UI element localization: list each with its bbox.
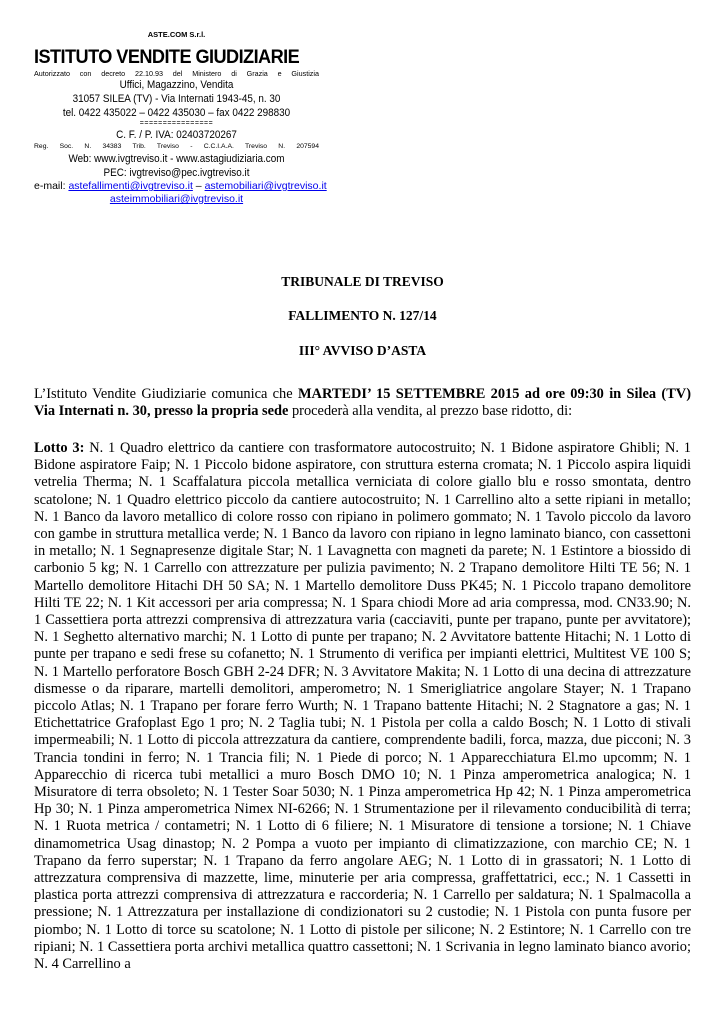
email-label: e-mail: [34, 180, 66, 192]
notice-title: III° AVVISO D’ASTA [298, 343, 427, 358]
lot-paragraph [34, 440, 691, 973]
email-link-mobiliari[interactable]: astemobiliari@ivgtreviso.it [204, 180, 327, 192]
pec-line: PEC: ivgtreviso@pec.ivgtreviso.it [103, 167, 250, 179]
court-title: TRIBUNALE DI TREVISO [281, 274, 444, 289]
company-name: ASTE.COM S.r.l. [147, 30, 206, 39]
intro-text-end: procederà alla vendita, al prezzo base ridotto, di: [288, 403, 573, 420]
email-link-immobiliari[interactable]: asteimmobiliari@ivgtreviso.it [109, 193, 244, 205]
vat-line: C. F. / P. IVA: 02403720267 [116, 129, 237, 141]
auction-date-location: MARTEDI’ 15 SETTEMBRE 2015 ad ore 09:30 in Silea (TV) Via Internati n. 30, presso la propria sede [34, 386, 691, 420]
lot-label: Lotto 3: [34, 440, 85, 456]
bankruptcy-title: FALLIMENTO N. 127/14 [288, 308, 437, 323]
email-block [34, 180, 327, 206]
institute-name: ISTITUTO VENDITE GIUDIZIARIE [34, 46, 300, 68]
intro-text-start: L’Istituto Vendite Giudiziarie comunica che [34, 386, 298, 402]
email-dash: – [192, 180, 205, 192]
separator: ================ [139, 120, 214, 127]
registry-line: Reg. Soc. N. 34383 Trib. Treviso - C.C.I.A.A. Treviso N. 207594 [34, 143, 319, 150]
authorization-line: Autorizzato con decreto 22.10.93 del Ministero di Grazia e Giustizia [34, 69, 319, 78]
web-line: Web: www.ivgtreviso.it - www.astagiudiziaria.com [68, 153, 285, 165]
letterhead [34, 28, 327, 206]
address-line: 31057 SILEA (TV) - Via Internati 1943-45, n. 30 [72, 93, 281, 105]
intro-paragraph [34, 386, 691, 420]
lot-description: N. 1 Quadro elettrico da cantiere con trasformatore autocostruito; N. 1 Bidone aspiratore Ghibli; N. 1 Bidone aspiratore Faip; N. 1 Piccolo bidone aspiratore, con struttura esterna cromata; N. 1 Piccolo aspira liquidi vetrelia Therma; N. 1 Scaffalatura piccola metallica verniciata di colore giallo blu e rosso smontata, dentro scatolone; N. 1 Quadro elettrico piccolo da cantiere autocostruito; N. 1 Carrellino alto a sette ripiani in metallo; N. 1 Banco da lavoro metallico di colore rosso con ripiano in polimero gommato; N. 1 Tavolo piccolo da lavoro con gambe in struttura metallica verde; N. 1 Banco da lavoro con ripiano in legno laminato bianco, con cassettoni in metallo; N. 1 Segnapresenze digitale Star; N. 1 Lavagnetta con magneti da parete; N. 1 Estintore a biossido di carbonio 5 kg; N. 1 Carrello con attrezzature per pulizia pavimento; N. 2 Trapano demolitore Hilti TE 56; N. 1 Martello demolitore Hitachi DH 50 SA; N. 1 Martello demolitore Duss PK45; N. 1 Piccolo trapano demolitore Hilti TE 22; N. 1 Kit accessori per aria compressa; N. 1 Spara chiodi More ad aria compressa, mod. CN33.90; N. 1 Cassettiera porta attrezzi comprensiva di attrezzatura varia (cacciaviti, punte per trapano, punte per avvitatore); N. 1 Seghetto alternativo marchi; N. 1 Lotto di punte per trapano; N. 2 Avvitatore battente Hitachi; N. 1 Lotto di punte per trapano e sedi frese su cofanetto; N. 1 Strumento di verifica per impianti elettrici, Multitest VE 100 S; N. 1 Martello perforatore Bosch GBH 2-24 DFR; N. 3 Avvitatore Makita; N. 1 Lotto di una decina di attrezzature dismesse o da riparare, martelli demolitori, amperometro; N. 1 Smerigliatrice angolare Stayer; N. 1 Trapano piccolo Atlas; N. 1 Trapano per forare ferro Wurth; N. 1 Trapano battente Hitachi; N. 2 Stagnatore a gas; N. 1 Etichettatrice Grafoplast Ego 1 pro; N. 2 Taglia tubi; N. 1 Pistola per colla a caldo Bosch; N. 1 Lotto di stivali impermeabili; N. 1 Lotto di piccola attrezzatura da cantiere, comprendente badili, forca, mazza, due picconi; N. 3 Trancia tondini in ferro; N. 1 Trancia fili; N. 1 Piede di porco; N. 1 Apparecchiatura El.mo upcomm; N. 1 Apparecchio di ricerca tubi metallici a muro Bosch DMO 10; N. 1 Pinza amperometrica analogica; N. 1 Misuratore di terra obsoleto; N. 1 Tester Soar 5030; N. 1 Pinza amperometrica Hp 42; N. 1 Pinza amperometrica Hp 30; N. 1 Pinza amperometrica Nimex NI-6266; N. 1 Strumentazione per il rilevamento conducibilità di terra; N. 1 Ruota metrica / contametri; N. 1 Lotto di 6 filiere; N. 1 Misuratore di tensione a torsione; N. 1 Chiave dinamometrica Usag dinastop; N. 2 Pompa a vuoto per impianto di climatizzazione, con marchio CE; N. 1 Trapano da ferro superstar; N. 1 Trapano da ferro angolare AEG; N. 1 Lotto di in grassatori; N. 1 Lotto di attrezzatura comprensiva di mazzette, lime, minuterie per aria compressa, graffettatrici, ecc.; N. 1 Cassetti in plastica porta attrezzi comprensiva di attrezzatura e raccorderia; N. 1 Carrello per saldatura; N. 1 Spalmacolla a pressione; N. 1 Attrezzatura per installazione di condizionatori su 2 custodie; N. 1 Pistola con punta fusore per piombo; N. 1 Lotto di torce su scatolone; N. 1 Lotto di pistole per silicone; N. 2 Estintore; N. 1 Carrello con tre ripiani; N. 1 Cassettiera porta archivi metallica quattro cassettoni; N. 1 Scrivania in legno laminato bianco avorio; N. 4 Carrellino a [34, 440, 691, 973]
offices-line: Uffici, Magazzino, Vendita [119, 79, 234, 91]
email-link-fallimenti[interactable]: astefallimenti@ivgtreviso.it [68, 180, 193, 192]
phones-line: tel. 0422 435022 – 0422 435030 – fax 0422 298830 [62, 107, 291, 119]
